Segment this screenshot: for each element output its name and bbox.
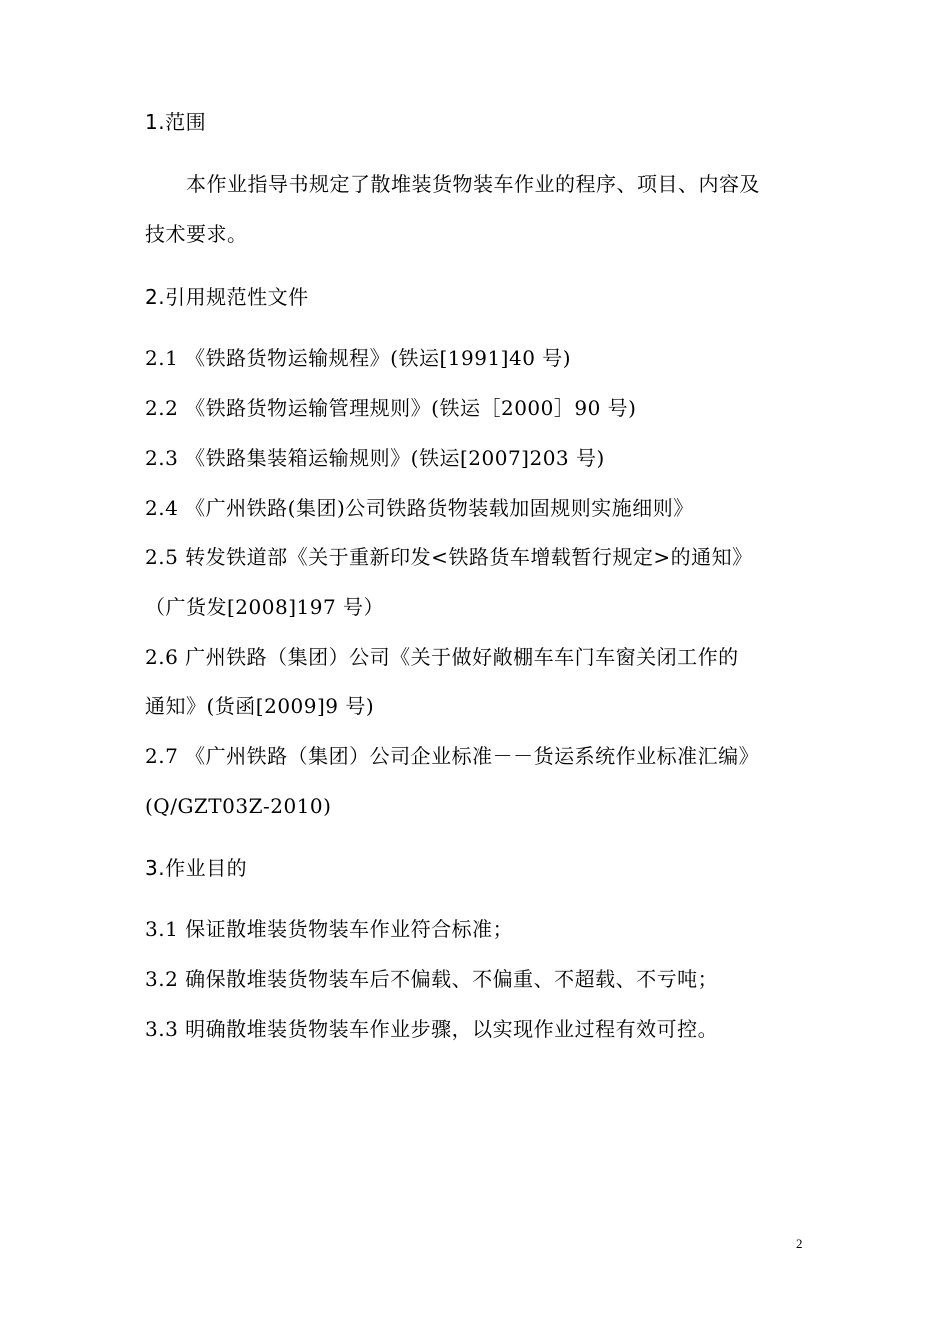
section-1-paragraph-line-1: 本作业指导书规定了散堆装货物装车作业的程序、项目、内容及 xyxy=(186,172,760,196)
reference-item-2-7-line-2: (Q/GZT03Z-2010) xyxy=(145,794,332,818)
objective-item-3-1: 3.1 保证散堆装货物装车作业符合标准； xyxy=(145,917,514,941)
reference-item-2-3: 2.3 《铁路集装箱运输规则》(铁运[2007]203 号) xyxy=(145,446,605,470)
reference-item-2-1: 2.1 《铁路货物运输规程》(铁运[1991]40 号) xyxy=(145,346,572,370)
objective-item-3-3: 3.3 明确散堆装货物装车作业步骤，以实现作业过程有效可控。 xyxy=(145,1017,719,1041)
section-1-heading: 1.范围 xyxy=(145,110,207,134)
reference-item-2-6-line-2: 通知》(货函[2009]9 号) xyxy=(145,694,375,718)
reference-item-2-6-line-1: 2.6 广州铁路（集团）公司《关于做好敞棚车车门车窗关闭工作的 xyxy=(145,645,739,669)
reference-item-2-7-line-1: 2.7 《广州铁路（集团）公司企业标准－－货运系统作业标准汇编》 xyxy=(145,744,760,768)
reference-item-2-5-line-1: 2.5 转发铁道部《关于重新印发<铁路货车增载暂行规定>的通知》 xyxy=(145,545,753,569)
section-2-heading: 2.引用规范性文件 xyxy=(145,285,309,309)
reference-item-2-4: 2.4 《广州铁路(集团)公司铁路货物装载加固规则实施细则》 xyxy=(145,496,694,520)
section-1-paragraph-line-2: 技术要求。 xyxy=(145,222,248,246)
reference-item-2-5-line-2: （广货发[2008]197 号） xyxy=(145,595,385,619)
reference-item-2-2: 2.2 《铁路货物运输管理规则》(铁运［2000］90 号) xyxy=(145,396,637,420)
section-3-heading: 3.作业目的 xyxy=(145,856,248,880)
objective-item-3-2: 3.2 确保散堆装货物装车后不偏载、不偏重、不超载、不亏吨； xyxy=(145,967,719,991)
page-number: 2 xyxy=(796,1236,803,1251)
